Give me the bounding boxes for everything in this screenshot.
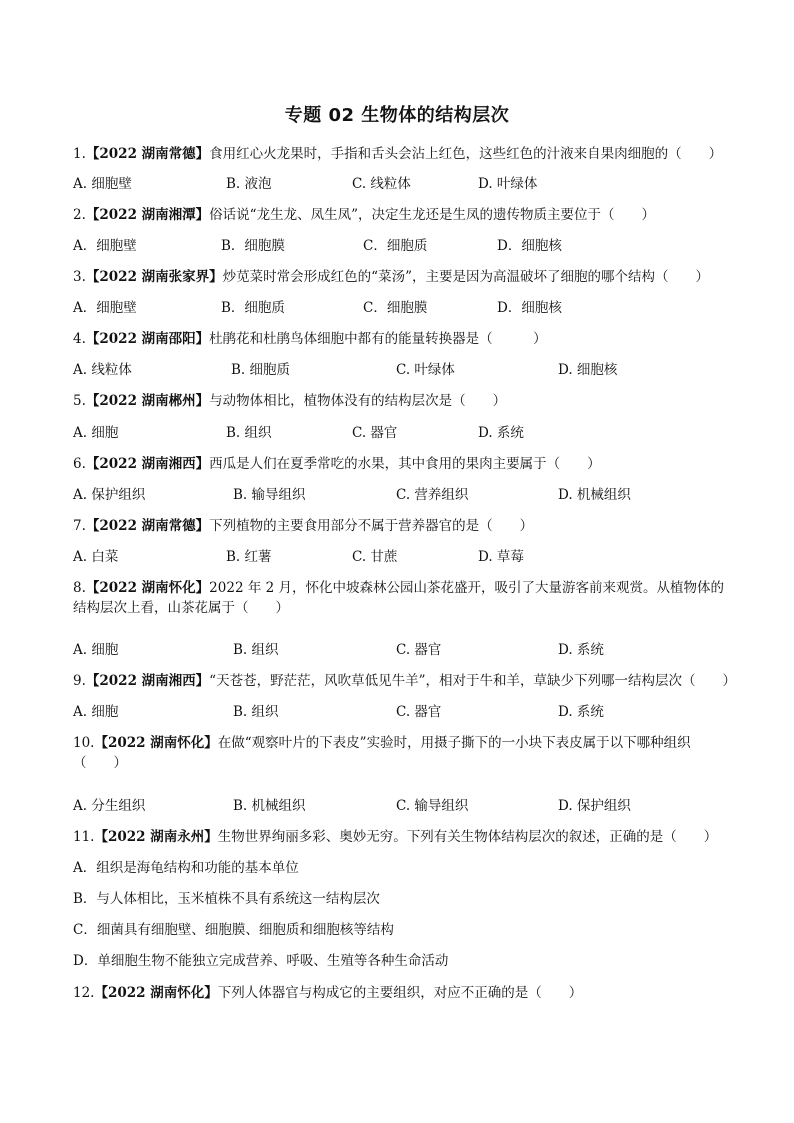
question-source: 【2022 湖南常德】 — [85, 146, 210, 162]
option-b: B. 组织 — [233, 704, 279, 720]
option-d: D. 系统 — [558, 642, 604, 658]
question-9 — [73, 671, 736, 691]
option-c: C．细菌具有细胞壁、细胞膜、细胞质和细胞核等结构 — [73, 922, 394, 938]
question-stem: 2022 年 2 月，怀化中坡森林公园山茶花盛开，吸引了大量游客前来观赏。从植物体的结构层次上看，山茶花属于（ ） — [73, 580, 724, 616]
question-number: 10. — [73, 735, 95, 751]
option-a: A．细胞壁 — [73, 238, 137, 254]
option-c: C. 器官 — [396, 642, 442, 658]
question-10 — [73, 733, 733, 773]
options-6 — [73, 485, 733, 505]
question-4 — [73, 329, 733, 349]
option-d: D. 机械组织 — [558, 487, 631, 503]
options-1 — [73, 174, 733, 194]
option-b: B. 机械组织 — [233, 798, 306, 814]
question-stem: 杜鹃花和杜鹃鸟体细胞中都有的能量转换器是（ ） — [209, 331, 547, 347]
option-b: B. 组织 — [233, 642, 279, 658]
option-d: D．单细胞生物不能独立完成营养、呼吸、生殖等各种生命活动 — [73, 953, 449, 969]
question-8 — [73, 578, 733, 618]
question-number: 9. — [73, 673, 86, 689]
option-b: B. 细胞质 — [231, 362, 291, 378]
question-7 — [73, 516, 733, 536]
option-d: D. 系统 — [558, 704, 604, 720]
option-c: C. 器官 — [352, 425, 398, 441]
option-a: A．组织是海龟结构和功能的基本单位 — [73, 860, 299, 876]
options-10 — [73, 796, 733, 816]
option-a: A. 分生组织 — [73, 798, 146, 814]
option-d: D. 叶绿体 — [478, 176, 538, 192]
option-c: C. 营养组织 — [396, 487, 469, 503]
option-a: A. 细胞 — [73, 704, 119, 720]
question-5 — [73, 391, 733, 411]
option-d: D．细胞核 — [497, 300, 562, 316]
question-12 — [73, 983, 733, 1003]
question-stem: 下列人体器官与构成它的主要组织，对应不正确的是（ ） — [217, 985, 583, 1001]
options-9 — [73, 702, 733, 722]
options-7 — [73, 547, 733, 567]
option-c: C. 输导组织 — [396, 798, 469, 814]
option-d: D. 保护组织 — [558, 798, 631, 814]
question-1 — [73, 144, 733, 164]
options-3 — [73, 298, 733, 318]
options-2 — [73, 236, 733, 256]
question-number: 8. — [73, 580, 86, 596]
option-c: C. 甘蔗 — [352, 549, 398, 565]
question-stem: 下列植物的主要食用部分不属于营养器官的是（ ） — [209, 518, 534, 534]
option-d: D. 草莓 — [478, 549, 524, 565]
question-6 — [73, 454, 733, 474]
question-source: 【2022 湖南怀化】 — [85, 580, 210, 596]
question-stem: 在做“观察叶片的下表皮”实验时，用摄子撕下的一小块下表皮属于以下哪种组织（ ） — [73, 735, 691, 771]
option-d: D．细胞核 — [497, 238, 562, 254]
option-b: B. 红薯 — [226, 549, 272, 565]
question-3 — [73, 267, 733, 287]
option-a: A. 细胞 — [73, 642, 119, 658]
question-number: 12. — [73, 985, 95, 1001]
question-source: 【2022 湖南邵阳】 — [85, 331, 210, 347]
option-a: A. 细胞壁 — [73, 176, 132, 192]
question-source: 【2022 湖南张家界】 — [85, 269, 223, 285]
question-source: 【2022 湖南怀化】 — [94, 985, 218, 1001]
question-stem: 与动物体相比，植物体没有的结构层次是（ ） — [209, 393, 507, 409]
option-c: C. 线粒体 — [352, 176, 411, 192]
option-a: A. 细胞 — [73, 425, 119, 441]
option-a: A. 白菜 — [73, 549, 119, 565]
question-source: 【2022 湖南怀化】 — [94, 735, 218, 751]
option-b: B. 组织 — [226, 425, 272, 441]
question-stem: 俗话说“龙生龙、凤生凤”，决定生龙还是生凤的遗传物质主要位于（ ） — [209, 207, 655, 223]
question-2 — [73, 205, 733, 225]
question-source: 【2022 湖南常德】 — [85, 518, 210, 534]
question-source: 【2022 湖南湘西】 — [85, 456, 210, 472]
page-title: 专题 02 生物体的结构层次 — [284, 105, 510, 126]
options-8 — [73, 640, 733, 660]
option-a: A．细胞壁 — [73, 300, 137, 316]
option-c: C. 叶绿体 — [396, 362, 455, 378]
options-4 — [73, 360, 733, 380]
question-number: 1. — [73, 146, 86, 162]
question-number: 7. — [73, 518, 86, 534]
question-stem: 炒苋菜时常会形成红色的“菜汤”，主要是因为高温破坏了细胞的哪个结构（ ） — [222, 269, 709, 285]
question-number: 11. — [73, 829, 95, 845]
question-number: 4. — [73, 331, 86, 347]
question-source: 【2022 湖南湘潭】 — [85, 207, 210, 223]
question-stem: “天苍苍，野茫茫，风吹草低见牛羊”，相对于牛和羊，草缺少下列哪一结构层次（ ） — [209, 673, 736, 689]
option-a: A. 线粒体 — [73, 362, 132, 378]
option-b: B．细胞质 — [221, 300, 285, 316]
option-b: B．与人体相比，玉米植株不具有系统这一结构层次 — [73, 891, 380, 907]
options-5 — [73, 423, 733, 443]
option-c: C．细胞质 — [363, 238, 428, 254]
question-source: 【2022 湖南郴州】 — [85, 393, 210, 409]
option-b: B. 输导组织 — [233, 487, 306, 503]
option-a: A. 保护组织 — [73, 487, 146, 503]
question-number: 5. — [73, 393, 86, 409]
question-stem: 西瓜是人们在夏季常吃的水果，其中食用的果肉主要属于（ ） — [209, 456, 601, 472]
option-c: C．细胞膜 — [363, 300, 428, 316]
option-c: C. 器官 — [396, 704, 442, 720]
question-number: 6. — [73, 456, 86, 472]
question-source: 【2022 湖南湘西】 — [85, 673, 210, 689]
question-number: 2. — [73, 207, 86, 223]
option-d: D. 系统 — [478, 425, 524, 441]
option-d: D. 细胞核 — [558, 362, 618, 378]
question-11 — [73, 827, 733, 847]
question-stem: 生物世界绚丽多彩、奥妙无穷。下列有关生物体结构层次的叙述，正确的是（ ） — [217, 829, 718, 845]
question-stem: 食用红心火龙果时，手指和舌头会沾上红色，这些红色的汁液来自果肉细胞的（ ） — [209, 146, 723, 162]
option-b: B．细胞膜 — [221, 238, 285, 254]
question-number: 3. — [73, 269, 86, 285]
question-source: 【2022 湖南永州】 — [94, 829, 218, 845]
option-b: B. 液泡 — [226, 176, 272, 192]
